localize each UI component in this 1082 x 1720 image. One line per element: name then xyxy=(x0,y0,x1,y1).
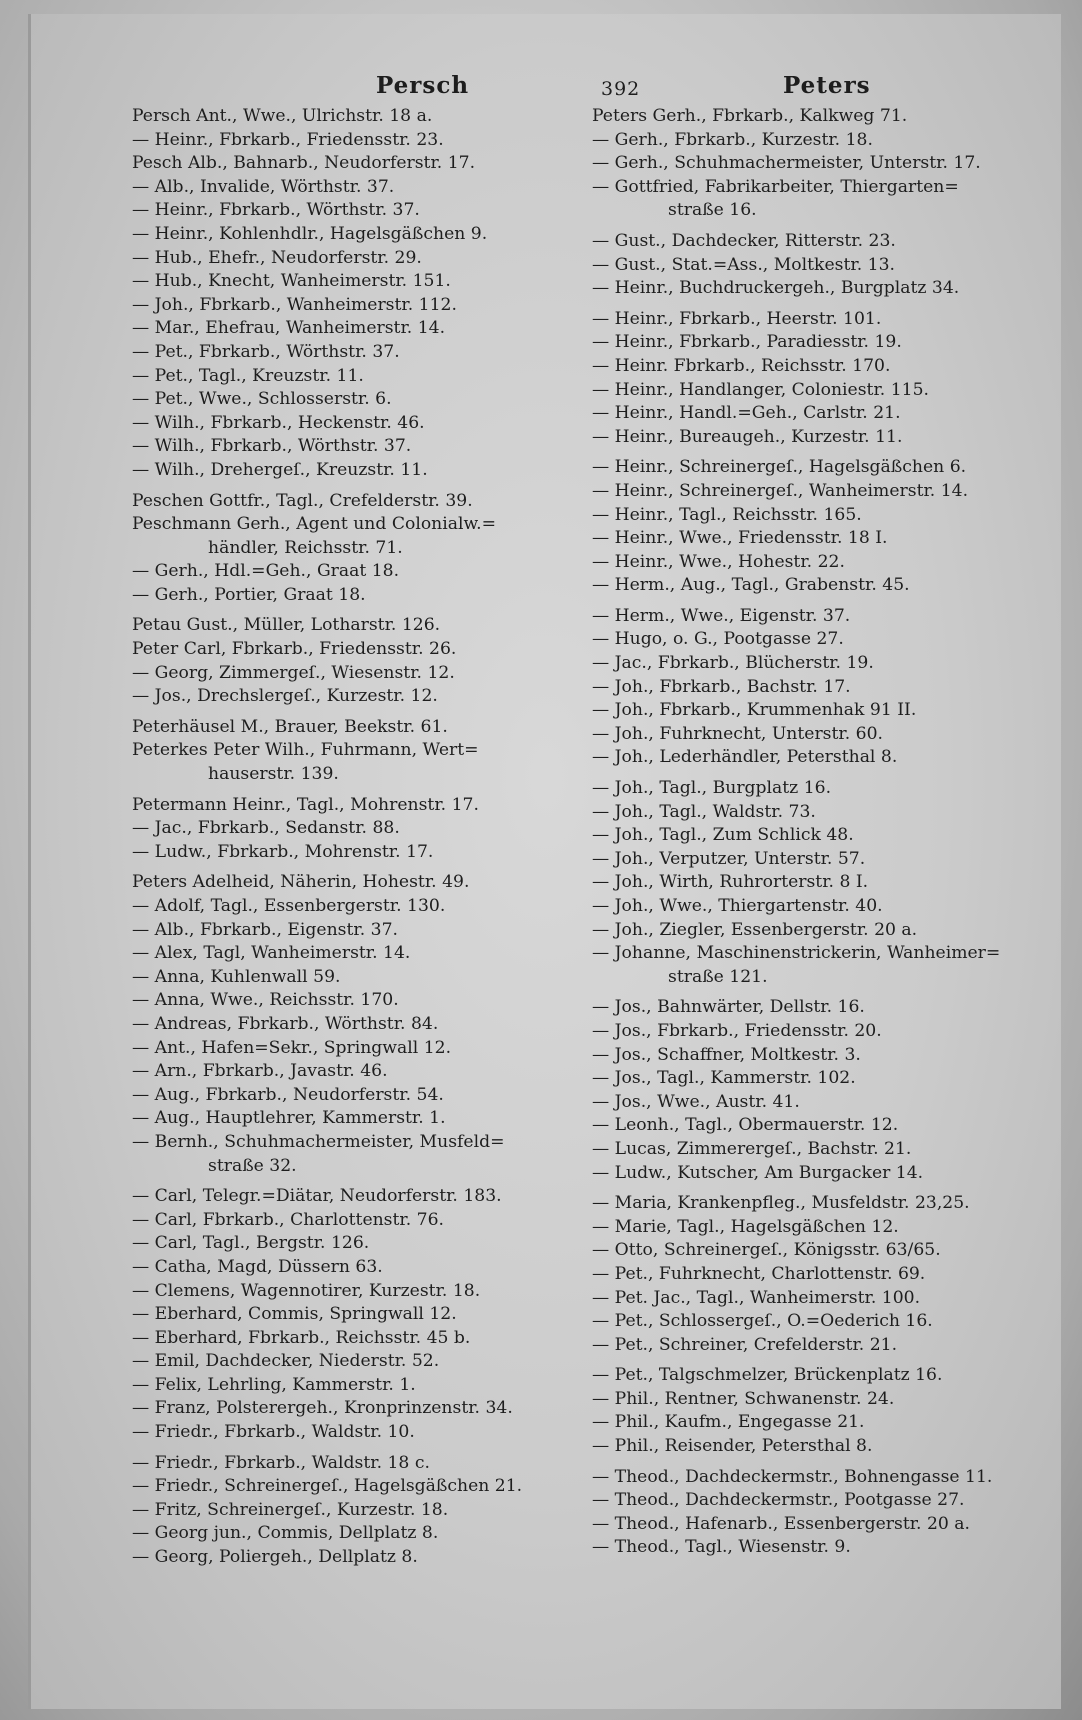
entry-text: — Theod., Dachdeckermstr., Pootgasse 27. xyxy=(592,1490,965,1511)
left-column xyxy=(132,105,577,1570)
directory-entry xyxy=(132,270,577,294)
entry-text: — Adolf, Tagl., Essenbergerstr. 130. xyxy=(132,896,446,916)
entry-text: — Pet. Jac., Tagl., Wanheimerstr. 100. xyxy=(592,1287,921,1308)
entry-text: — Heinr., Handl.=Geh., Carlstr. 21. xyxy=(592,403,901,424)
entry-text: — Georg, Zimmergeſ., Wiesenstr. 12. xyxy=(132,662,455,683)
entry-text: — Bernh., Schuhmachermeister, Musfeld= xyxy=(132,1131,505,1152)
directory-entry xyxy=(592,1067,1032,1091)
directory-entry xyxy=(592,1138,1032,1162)
directory-entry xyxy=(592,676,1032,700)
directory-entry xyxy=(132,584,577,608)
directory-entry xyxy=(592,277,1032,301)
directory-entry xyxy=(592,504,1032,528)
directory-entry xyxy=(132,685,577,709)
page-number: 392 xyxy=(601,78,641,100)
directory-entry xyxy=(592,1310,1032,1334)
directory-entry xyxy=(132,1522,577,1546)
directory-entry xyxy=(592,456,1032,480)
directory-entry xyxy=(592,1114,1032,1138)
directory-entry xyxy=(592,402,1032,426)
entry-text: — Heinr., Schreinergeſ., Wanheimerstr. 14. xyxy=(592,480,969,501)
entry-text: — Mar., Ehefrau, Wanheimerstr. 14. xyxy=(132,318,446,339)
entry-text: — Fritz, Schreinergeſ., Kurzestr. 18. xyxy=(132,1499,449,1520)
entry-text: — Wilh., Fbrkarb., Wörthstr. 37. xyxy=(132,436,412,457)
directory-entry xyxy=(132,176,577,200)
entry-text: — Anna, Wwe., Reichsstr. 170. xyxy=(132,990,399,1011)
entry-text: — Joh., Ziegler, Essenbergerstr. 20 a. xyxy=(592,919,918,940)
directory-entry xyxy=(592,355,1032,379)
entry-text: — Pet., Schlossergeſ., O.=Oederich 16. xyxy=(592,1311,933,1332)
entry-text: — Heinr., Fbrkarb., Wörthstr. 37. xyxy=(132,200,420,221)
entry-text: — Heinr., Buchdruckergeh., Burgplatz 34. xyxy=(592,278,960,299)
entry-text: — Phil., Reisender, Petersthal 8. xyxy=(592,1436,873,1457)
directory-entry xyxy=(592,426,1032,450)
entry-text: — Joh., Fbrkarb., Wanheimerstr. 112. xyxy=(132,294,457,315)
directory-entry xyxy=(132,871,577,895)
entry-text: — Aug., Hauptlehrer, Kammerstr. 1. xyxy=(132,1108,446,1129)
entry-text: — Heinr., Handlanger, Coloniestr. 115. xyxy=(592,379,929,400)
directory-entry xyxy=(132,1209,577,1233)
directory-entry xyxy=(592,129,1032,153)
entry-text: — Joh., Tagl., Zum Schlick 48. xyxy=(592,825,854,846)
directory-entry xyxy=(592,919,1032,943)
entry-text: — Jac., Fbrkarb., Blücherstr. 19. xyxy=(592,653,874,674)
directory-entry xyxy=(132,294,577,318)
directory-entry xyxy=(592,551,1032,575)
entry-text: — Friedr., Fbrkarb., Waldstr. 10. xyxy=(132,1422,415,1443)
entry-text: — Aug., Fbrkarb., Neudorferstr. 54. xyxy=(132,1084,444,1105)
directory-entry xyxy=(592,699,1032,723)
entry-text: — Phil., Kaufm., Engegasse 21. xyxy=(592,1412,865,1433)
entry-text: Petermann Heinr., Tagl., Mohrenstr. 17. xyxy=(132,794,479,815)
entry-text: — Leonh., Tagl., Obermauerstr. 12. xyxy=(592,1115,899,1136)
directory-entry xyxy=(592,895,1032,919)
directory-entry xyxy=(592,176,1032,223)
entry-text: — Clemens, Wagennotirer, Kurzestr. 18. xyxy=(132,1280,481,1301)
directory-entry xyxy=(132,1280,577,1304)
entry-text: — Joh., Verputzer, Unterstr. 57. xyxy=(592,848,866,869)
entry-text: — Theod., Dachdeckermstr., Bohnengasse 11. xyxy=(592,1466,993,1487)
directory-entry xyxy=(132,1060,577,1084)
directory-entry xyxy=(132,490,577,514)
entry-text: — Gerh., Hdl.=Geh., Graat 18. xyxy=(132,561,400,582)
directory-entry xyxy=(132,365,577,389)
entry-text: — Herm., Wwe., Eigenstr. 37. xyxy=(592,605,851,626)
entry-text: — Emil, Dachdecker, Niederstr. 52. xyxy=(132,1351,440,1372)
directory-entry xyxy=(592,1513,1032,1537)
directory-entry xyxy=(132,1546,577,1570)
entry-text: — Theod., Hafenarb., Essenbergerstr. 20 a. xyxy=(592,1513,971,1534)
entry-text: — Heinr., Wwe., Hohestr. 22. xyxy=(592,551,845,572)
directory-entry xyxy=(132,662,577,686)
entry-text: — Heinr., Bureaugeh., Kurzestr. 11. xyxy=(592,426,903,447)
directory-entry xyxy=(132,1499,577,1523)
directory-entry xyxy=(592,379,1032,403)
directory-entry xyxy=(592,1287,1032,1311)
entry-text: — Gust., Dachdecker, Ritterstr. 23. xyxy=(592,230,896,251)
entry-text: — Carl, Tagl., Bergstr. 126. xyxy=(132,1233,370,1254)
directory-entry xyxy=(592,1263,1032,1287)
entry-text: Peter Carl, Fbrkarb., Friedensstr. 26. xyxy=(132,639,457,660)
entry-text: — Anna, Kuhlenwall 59. xyxy=(132,966,341,987)
entry-text: — Heinr., Schreinergeſ., Hagelsgäßchen 6. xyxy=(592,457,967,478)
entry-text: — Joh., Wirth, Ruhrorterstr. 8 I. xyxy=(592,872,869,893)
directory-entry xyxy=(592,480,1032,504)
directory-entry xyxy=(132,716,577,740)
directory-entry xyxy=(132,1013,577,1037)
entry-text: — Wilh., Drehergeſ., Kreuzstr. 11. xyxy=(132,459,428,480)
directory-entry xyxy=(592,1388,1032,1412)
directory-entry xyxy=(132,105,577,129)
entry-text: — Jac., Fbrkarb., Sedanstr. 88. xyxy=(132,818,400,839)
entry-text: Petau Gust., Müller, Lotharstr. 126. xyxy=(132,615,441,636)
entry-text: — Maria, Krankenpfleg., Musfeldstr. 23,25. xyxy=(592,1193,970,1214)
directory-entry xyxy=(132,1421,577,1445)
directory-entry xyxy=(592,605,1032,629)
directory-entry xyxy=(132,129,577,153)
header-right-name: Peters xyxy=(783,72,871,99)
directory-entry xyxy=(592,628,1032,652)
directory-entry xyxy=(132,1397,577,1421)
directory-entry xyxy=(592,574,1032,598)
directory-entry xyxy=(132,1131,577,1178)
entry-text: — Arn., Fbrkarb., Javastr. 46. xyxy=(132,1061,388,1082)
entry-text: — Hub., Ehefr., Neudorferstr. 29. xyxy=(132,247,422,268)
entry-text: — Joh., Wwe., Thiergartenstr. 40. xyxy=(592,896,883,916)
entry-text: Peterkes Peter Wilh., Fuhrmann, Wert= xyxy=(132,740,479,761)
entry-text: — Joh., Fbrkarb., Krummenhak 91 II. xyxy=(592,700,917,721)
directory-entry xyxy=(592,1435,1032,1459)
directory-entry xyxy=(132,341,577,365)
directory-entry xyxy=(592,824,1032,848)
directory-entry xyxy=(132,739,577,786)
entry-text: — Heinr., Wwe., Friedensstr. 18 I. xyxy=(592,528,888,549)
directory-entry xyxy=(132,1185,577,1209)
directory-entry xyxy=(132,1256,577,1280)
entry-text: — Heinr., Fbrkarb., Friedensstr. 23. xyxy=(132,129,444,150)
directory-entry xyxy=(132,989,577,1013)
directory-entry xyxy=(132,247,577,271)
directory-entry xyxy=(592,652,1032,676)
entry-text: — Jos., Bahnwärter, Dellstr. 16. xyxy=(592,997,865,1018)
directory-entry xyxy=(132,513,577,560)
directory-entry xyxy=(132,841,577,865)
entry-text: — Jos., Drechslergeſ., Kurzestr. 12. xyxy=(132,686,438,707)
entry-text: Peters Gerh., Fbrkarb., Kalkweg 71. xyxy=(592,106,908,126)
directory-entry xyxy=(592,871,1032,895)
entry-text: — Andreas, Fbrkarb., Wörthstr. 84. xyxy=(132,1013,439,1034)
directory-entry xyxy=(592,527,1032,551)
entry-text: — Pet., Fbrkarb., Wörthstr. 37. xyxy=(132,341,400,362)
directory-entry xyxy=(592,1216,1032,1240)
entry-text: — Ludw., Kutscher, Am Burgacker 14. xyxy=(592,1162,924,1183)
entry-text: — Joh., Lederhändler, Petersthal 8. xyxy=(592,747,898,768)
directory-entry xyxy=(132,919,577,943)
directory-entry xyxy=(132,435,577,459)
directory-entry xyxy=(592,1192,1032,1216)
entry-text: — Jos., Schaffner, Moltkestr. 3. xyxy=(592,1044,861,1065)
directory-entry xyxy=(592,308,1032,332)
entry-continuation: händler, Reichsstr. 71. xyxy=(208,537,403,558)
entry-text: Persch Ant., Wwe., Ulrichstr. 18 a. xyxy=(132,106,433,126)
entry-text: — Joh., Tagl., Waldstr. 73. xyxy=(592,801,816,822)
entry-text: — Gerh., Schuhmachermeister, Unterstr. 17. xyxy=(592,153,981,174)
entry-text: — Pet., Fuhrknecht, Charlottenstr. 69. xyxy=(592,1263,926,1284)
directory-entry xyxy=(132,1232,577,1256)
directory-entry xyxy=(132,794,577,818)
entry-text: — Ludw., Fbrkarb., Mohrenstr. 17. xyxy=(132,841,434,862)
entry-text: — Theod., Tagl., Wiesenstr. 9. xyxy=(592,1537,851,1558)
entry-text: Pesch Alb., Bahnarb., Neudorferstr. 17. xyxy=(132,153,476,174)
entry-text: Peterhäusel M., Brauer, Beekstr. 61. xyxy=(132,716,448,737)
entry-continuation: straße 121. xyxy=(668,966,768,987)
directory-entry xyxy=(132,1475,577,1499)
entry-text: — Georg, Poliergeh., Dellplatz 8. xyxy=(132,1547,418,1568)
entry-text: — Gottfried, Fabrikarbeiter, Thiergarten= xyxy=(592,176,959,197)
directory-entry xyxy=(592,942,1032,989)
entry-text: — Pet., Talgschmelzer, Brückenplatz 16. xyxy=(592,1365,943,1386)
directory-entry xyxy=(132,412,577,436)
directory-entry xyxy=(592,1536,1032,1560)
entry-text: — Heinr., Tagl., Reichsstr. 165. xyxy=(592,504,862,525)
entry-text: — Eberhard, Commis, Springwall 12. xyxy=(132,1304,457,1325)
directory-entry xyxy=(592,1489,1032,1513)
entry-text: — Joh., Fbrkarb., Bachstr. 17. xyxy=(592,676,851,697)
entry-text: — Catha, Magd, Düssern 63. xyxy=(132,1256,383,1277)
directory-entry xyxy=(592,1162,1032,1186)
directory-entry xyxy=(592,996,1032,1020)
directory-entry xyxy=(132,199,577,223)
directory-entry xyxy=(132,223,577,247)
right-column xyxy=(592,105,1032,1560)
entry-text: — Carl, Telegr.=Diätar, Neudorferstr. 183. xyxy=(132,1186,502,1207)
directory-entry xyxy=(592,1044,1032,1068)
entry-text: — Hugo, o. G., Pootgasse 27. xyxy=(592,629,844,650)
directory-entry xyxy=(592,254,1032,278)
entry-text: — Gerh., Fbrkarb., Kurzestr. 18. xyxy=(592,129,873,150)
directory-entry xyxy=(132,560,577,584)
directory-entry xyxy=(132,817,577,841)
directory-entry xyxy=(132,388,577,412)
entry-text: — Jos., Fbrkarb., Friedensstr. 20. xyxy=(592,1020,882,1041)
entry-text: Peters Adelheid, Näherin, Hohestr. 49. xyxy=(132,872,470,893)
directory-entry xyxy=(132,1303,577,1327)
directory-entry xyxy=(592,848,1032,872)
entry-text: — Johanne, Maschinenstrickerin, Wanheimer= xyxy=(592,943,1001,964)
entry-text: — Joh., Tagl., Burgplatz 16. xyxy=(592,778,832,799)
directory-entry xyxy=(132,1084,577,1108)
entry-text: — Hub., Knecht, Wanheimerstr. 151. xyxy=(132,271,451,292)
directory-entry xyxy=(592,331,1032,355)
directory-entry xyxy=(592,1411,1032,1435)
directory-entry xyxy=(132,459,577,483)
directory-entry xyxy=(592,1091,1032,1115)
directory-entry xyxy=(592,1364,1032,1388)
entry-text: — Alb., Fbrkarb., Eigenstr. 37. xyxy=(132,919,398,940)
entry-text: — Friedr., Schreinergeſ., Hagelsgäßchen 21. xyxy=(132,1476,523,1497)
entry-text: — Pet., Tagl., Kreuzstr. 11. xyxy=(132,365,364,386)
entry-text: — Alex, Tagl, Wanheimerstr. 14. xyxy=(132,943,411,964)
directory-entry xyxy=(132,1350,577,1374)
directory-entry xyxy=(132,895,577,919)
directory-entry xyxy=(592,777,1032,801)
directory-entry xyxy=(132,1327,577,1351)
directory-entry xyxy=(592,1466,1032,1490)
entry-text: — Heinr., Fbrkarb., Heerstr. 101. xyxy=(592,308,882,329)
directory-entry xyxy=(132,942,577,966)
entry-text: — Joh., Fuhrknecht, Unterstr. 60. xyxy=(592,723,883,744)
entry-text: Peschmann Gerh., Agent und Colonialw.= xyxy=(132,514,497,535)
directory-entry xyxy=(132,152,577,176)
entry-text: — Georg jun., Commis, Dellplatz 8. xyxy=(132,1523,439,1544)
entry-text: — Heinr., Kohlenhdlr., Hagelsgäßchen 9. xyxy=(132,223,488,244)
directory-entry xyxy=(592,230,1032,254)
directory-entry xyxy=(592,746,1032,770)
directory-entry xyxy=(132,1107,577,1131)
entry-text: — Pet., Wwe., Schlosserstr. 6. xyxy=(132,389,392,410)
entry-text: — Pet., Schreiner, Crefelderstr. 21. xyxy=(592,1334,898,1355)
entry-text: — Heinr. Fbrkarb., Reichsstr. 170. xyxy=(592,355,891,376)
entry-text: — Gerh., Portier, Graat 18. xyxy=(132,584,366,605)
entry-continuation: hauserstr. 139. xyxy=(208,764,339,785)
entry-text: — Lucas, Zimmerergeſ., Bachstr. 21. xyxy=(592,1138,912,1159)
entry-text: — Wilh., Fbrkarb., Heckenstr. 46. xyxy=(132,412,425,433)
entry-text: — Franz, Polsterergeh., Kronprinzenstr. 34. xyxy=(132,1398,513,1419)
header-left-name: Persch xyxy=(376,72,470,99)
entry-text: — Jos., Wwe., Austr. 41. xyxy=(592,1091,800,1112)
directory-entry xyxy=(132,966,577,990)
directory-entry xyxy=(592,105,1032,129)
entry-text: — Marie, Tagl., Hagelsgäßchen 12. xyxy=(592,1216,899,1237)
entry-text: — Herm., Aug., Tagl., Grabenstr. 45. xyxy=(592,575,910,596)
directory-entry xyxy=(132,1037,577,1061)
entry-text: — Felix, Lehrling, Kammerstr. 1. xyxy=(132,1374,416,1395)
directory-entry xyxy=(132,614,577,638)
entry-continuation: straße 16. xyxy=(668,200,757,221)
entry-continuation: straße 32. xyxy=(208,1155,297,1176)
entry-text: Peschen Gottfr., Tagl., Crefelderstr. 39. xyxy=(132,490,473,511)
entry-text: — Friedr., Fbrkarb., Waldstr. 18 c. xyxy=(132,1452,430,1473)
directory-entry xyxy=(592,1239,1032,1263)
entry-text: — Ant., Hafen=Sekr., Springwall 12. xyxy=(132,1037,452,1058)
directory-entry xyxy=(592,1020,1032,1044)
directory-entry xyxy=(592,152,1032,176)
entry-text: — Carl, Fbrkarb., Charlottenstr. 76. xyxy=(132,1209,445,1230)
entry-text: — Eberhard, Fbrkarb., Reichsstr. 45 b. xyxy=(132,1327,471,1348)
entry-text: — Alb., Invalide, Wörthstr. 37. xyxy=(132,176,395,197)
entry-text: — Phil., Rentner, Schwanenstr. 24. xyxy=(592,1388,895,1409)
entry-text: — Otto, Schreinergeſ., Königsstr. 63/65. xyxy=(592,1240,941,1261)
directory-entry xyxy=(592,801,1032,825)
directory-entry xyxy=(132,1374,577,1398)
entry-text: — Heinr., Fbrkarb., Paradiesstr. 19. xyxy=(592,332,902,353)
directory-entry xyxy=(592,723,1032,747)
directory-entry xyxy=(132,638,577,662)
directory-entry xyxy=(592,1334,1032,1358)
directory-entry xyxy=(132,317,577,341)
entry-text: — Jos., Tagl., Kammerstr. 102. xyxy=(592,1068,856,1089)
entry-text: — Gust., Stat.=Ass., Moltkestr. 13. xyxy=(592,254,895,275)
directory-entry xyxy=(132,1452,577,1476)
